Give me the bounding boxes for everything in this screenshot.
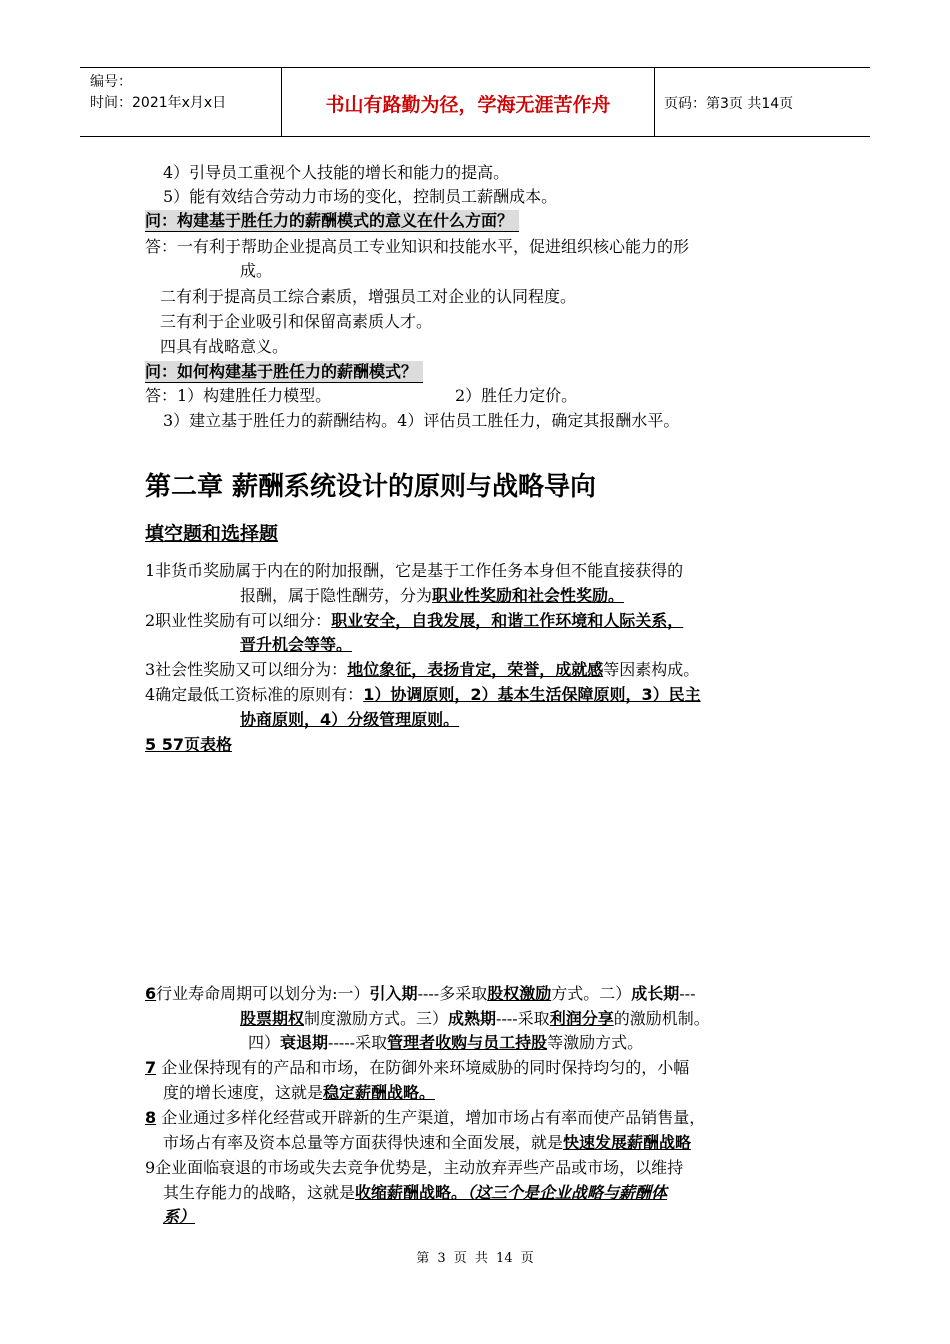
list-item: 市场占有率及资本总量等方面获得快速和全面发展，就是快速发展薪酬战略: [163, 1133, 692, 1152]
list-item: 系）: [163, 1207, 196, 1226]
list-item: 4确定最低工资标准的原则有：1）协调原则，2）基本生活保障原则，3）民主: [145, 685, 701, 704]
list-item: 晋升机会等等。: [240, 635, 353, 654]
header-page-info: 页码：第3页 共14页: [664, 96, 794, 112]
list-item: 四）衰退期-----采取管理者收购与员工持股等激励方式。: [248, 1033, 644, 1052]
list-item: 5 57页表格: [145, 735, 232, 754]
list-item: 6行业寿命周期可以划分为:一）引入期----多采取股权激励方式。二）成长期---: [145, 984, 696, 1003]
header-meta: [90, 72, 226, 114]
list-item: 股票期权制度激励方式。三）成熟期----采取利润分享的激励机制。: [240, 1009, 710, 1028]
page-header: [80, 67, 870, 137]
list-item: 9企业面临衰退的市场或失去竞争优势是，主动放弃弄些产品或市场，以维持: [145, 1158, 684, 1177]
number-label: 编号：: [90, 74, 132, 90]
answer-line: 2）胜任力定价。: [455, 386, 578, 405]
list-item: 报酬，属于隐性酬劳，分为职业性奖励和社会性奖励。: [240, 586, 625, 605]
list-item: 其生存能力的战略，这就是收缩薪酬战略。（这三个是企业战略与薪酬体: [163, 1183, 668, 1202]
list-item: 2职业性奖励有可以细分：职业安全，自我发展，和谐工作环境和人际关系，: [145, 611, 684, 630]
answer-line: 答：1）构建胜任力模型。: [145, 386, 332, 405]
list-item: 8 企业通过多样化经营或开辟新的生产渠道，增加市场占有率而使产品销售量，: [145, 1108, 706, 1127]
question-heading: 问：构建基于胜任力的薪酬模式的意义在什么方面？: [145, 210, 519, 232]
answer-line: 答：一有利于帮助企业提高员工专业知识和技能水平，促进组织核心能力的形: [145, 237, 690, 256]
answer-line: 四具有战略意义。: [160, 337, 289, 356]
header-divider: [654, 68, 655, 136]
list-item: 3社会性奖励又可以细分为：地位象征，表扬肯定，荣誉，成就感等因素构成。: [145, 660, 700, 679]
list-item: 1非货币奖励属于内在的附加报酬，它是基于工作任务本身但不能直接获得的: [145, 561, 684, 580]
page-footer: 第 3 页 共 14 页: [416, 1251, 534, 1266]
answer-line: 三有利于企业吸引和保留高素质人才。: [160, 312, 433, 331]
chapter-title: 第二章 薪酬系统设计的原则与战略导向: [145, 472, 597, 502]
header-motto: 书山有路勤为径，学海无涯苦作舟: [325, 94, 611, 116]
date-label: 时间：2021年x月x日: [90, 95, 227, 111]
list-item: 4）引导员工重视个人技能的增长和能力的提高。: [163, 163, 510, 182]
answer-line: 3）建立基于胜任力的薪酬结构。4）评估员工胜任力，确定其报酬水平。: [163, 411, 680, 430]
list-item: 5）能有效结合劳动力市场的变化，控制员工薪酬成本。: [163, 187, 558, 206]
question-heading: 问：如何构建基于胜任力的薪酬模式？: [145, 361, 423, 383]
list-item: 协商原则，4）分级管理原则。: [240, 710, 460, 729]
answer-line: 成。: [240, 261, 273, 280]
answer-line: 二有利于提高员工综合素质，增强员工对企业的认同程度。: [160, 287, 577, 306]
list-item: 度的增长速度，这就是稳定薪酬战略。: [163, 1083, 436, 1102]
section-title: 填空题和选择题: [145, 523, 279, 545]
list-item: 7 企业保持现有的产品和市场，在防御外来环境威胁的同时保持均匀的，小幅: [145, 1058, 690, 1077]
